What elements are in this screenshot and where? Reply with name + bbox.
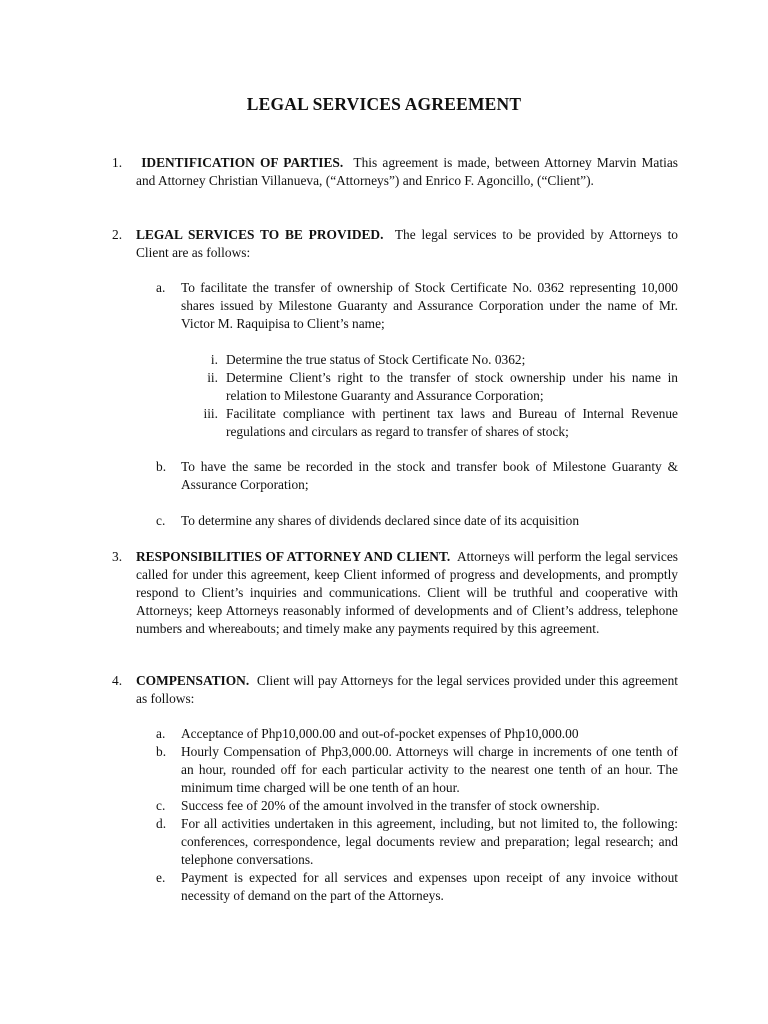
item-letter: b.: [156, 459, 167, 474]
step-text: Facilitate compliance with pertinent tax laws and Bureau of Internal Revenue regulations and circulars as regard to transfer of shares of stock;: [226, 406, 678, 439]
section-3: [112, 548, 678, 638]
section-number: 2.: [112, 227, 123, 242]
step-item-i: [196, 351, 678, 369]
section-heading: RESPONSIBILITIES OF ATTORNEY AND CLIENT.: [136, 549, 451, 564]
section-text: Client will pay Attorneys for the legal services provided under this agreement as follows:: [136, 673, 678, 706]
section-number: 4.: [112, 673, 123, 688]
section-heading: LEGAL SERVICES TO BE PROVIDED.: [136, 227, 384, 242]
step-text: Determine the true status of Stock Certificate No. 0362;: [226, 352, 526, 367]
section-text: Attorneys will perform the legal services called for under this agreement, keep Client informed of progress and developments, and promptly respond to Client’s inquiries and communications. Client will be truthful and cooperative with Attorneys; keep Attorneys reasonably informed of developments and of Client’s address, telephone numbers and whereabouts; and timely make any payments required by this agreement.: [136, 549, 678, 636]
item-text: To facilitate the transfer of ownership of Stock Certificate No. 0362 representing 10,000 shares issued by Milestone Guaranty and Assurance Corporation under the name of Mr. Victor M. Raquipisa to Client’s name;: [181, 280, 678, 331]
step-text: Determine Client’s right to the transfer of stock ownership under his name in relation to Milestone Guaranty and Assurance Corporation;: [226, 370, 678, 403]
document-title: LEGAL SERVICES AGREEMENT: [246, 94, 522, 114]
item-text: To have the same be recorded in the stock and transfer book of Milestone Guaranty & Assurance Corporation;: [181, 459, 678, 492]
section-1: [112, 154, 678, 190]
service-item-c: [156, 512, 678, 530]
step-numeral: iii.: [203, 406, 218, 421]
section-heading: COMPENSATION.: [136, 673, 250, 688]
item-letter: a.: [156, 726, 166, 741]
section-2: [112, 226, 678, 262]
item-letter: c.: [156, 513, 166, 528]
compensation-item-b: [156, 743, 678, 797]
item-letter: b.: [156, 744, 167, 759]
step-numeral: ii.: [207, 370, 218, 385]
compensation-item-a: [156, 725, 678, 743]
item-letter: e.: [156, 870, 166, 885]
section-text: The legal services to be provided by Attorneys to Client are as follows:: [136, 227, 678, 260]
item-text: Hourly Compensation of Php3,000.00. Attorneys will charge in increments of one tenth of an hour, rounded off for each particular activity to the nearest one tenth of an hour. The minimum time charged will be one tenth of an hour.: [181, 744, 678, 795]
compensation-item-e: [156, 869, 678, 905]
item-text: To determine any shares of dividends declared since date of its acquisition: [181, 513, 580, 528]
item-letter: a.: [156, 280, 166, 295]
section-text: This agreement is made, between Attorney Marvin Matias and Attorney Christian Villanueva, (“Attorneys”) and Enrico F. Agoncillo, (“Client”).: [136, 155, 678, 188]
section-4: [112, 672, 678, 708]
service-item-b: [156, 458, 678, 494]
item-text: Acceptance of Php10,000.00 and out-of-pocket expenses of Php10,000.00: [181, 726, 579, 741]
compensation-item-d: [156, 815, 678, 869]
section-number: 3.: [112, 549, 123, 564]
section-heading: IDENTIFICATION OF PARTIES.: [141, 155, 344, 170]
item-text: Success fee of 20% of the amount involved in the transfer of stock ownership.: [181, 798, 600, 813]
step-numeral: i.: [210, 352, 218, 367]
item-text: Payment is expected for all services and expenses upon receipt of any invoice without necessity of demand on the part of the Attorneys.: [181, 870, 678, 903]
section-number: 1.: [112, 155, 123, 170]
service-item-a: [156, 279, 678, 333]
compensation-item-c: [156, 797, 678, 815]
step-item-iii: [196, 405, 678, 441]
item-letter: c.: [156, 798, 166, 813]
item-text: For all activities undertaken in this agreement, including, but not limited to, the following: conferences, correspondence, legal documents review and preparation; legal research; and telephone conversations.: [181, 816, 678, 867]
step-item-ii: [196, 369, 678, 405]
item-letter: d.: [156, 816, 167, 831]
